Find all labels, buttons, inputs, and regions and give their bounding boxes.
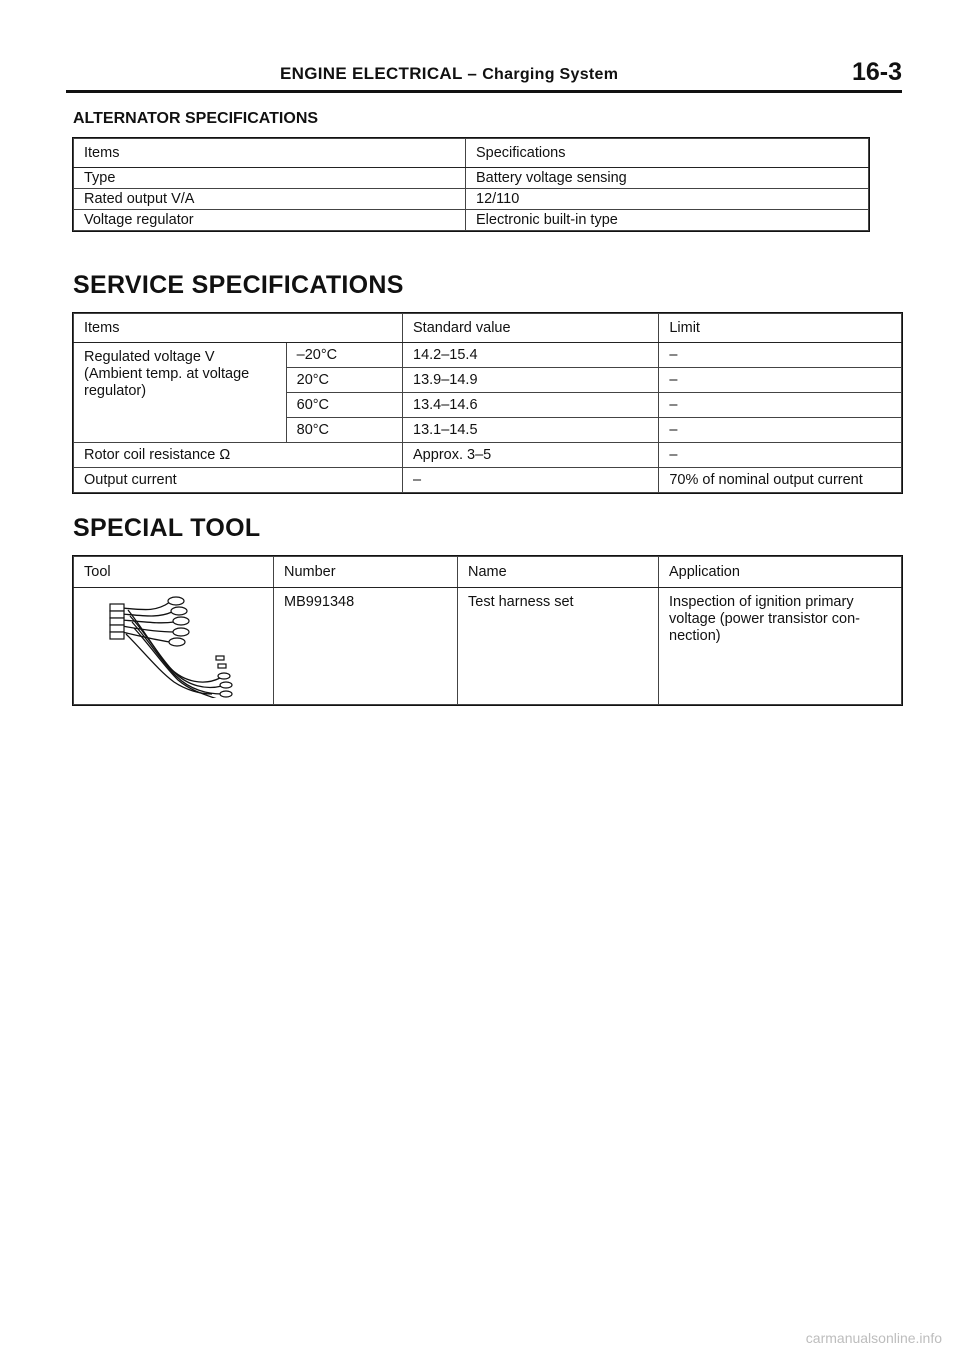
table-header-row [74,314,902,343]
table-row [74,468,902,493]
special-tool-heading: SPECIAL TOOL [73,514,261,542]
watermark-footer: carmanualsonline.info [805,1330,942,1346]
header-cell-name: Name [458,557,659,588]
special-tool-table [73,556,902,705]
limit-cell: – [659,443,902,468]
standard-value-cell: 13.4–14.6 [403,393,659,418]
item-cell: Type [74,168,466,189]
header-cell-items: Items [74,314,403,343]
tool-image-cell [74,588,274,705]
test-harness-icon [104,590,244,698]
standard-value-cell: 13.9–14.9 [403,368,659,393]
table-row [74,168,869,189]
table-header-row [74,557,902,588]
tool-application-cell: Inspection of ignition primary voltage (power transistor con- nection) [659,588,902,705]
limit-cell: – [659,418,902,443]
tool-name-cell: Test harness set [458,588,659,705]
header-cell-standard-value: Standard value [403,314,659,343]
header-cell-items: Items [74,139,466,168]
spec-cell: 12/110 [466,189,869,210]
spec-cell: Battery voltage sensing [466,168,869,189]
limit-cell: 70% of nominal output current [659,468,902,493]
title-dash: – [467,64,478,83]
page-header [66,58,902,93]
table-row [74,189,869,210]
page-title [280,64,618,84]
service-specs-heading: SERVICE SPECIFICATIONS [73,271,404,299]
standard-value-cell: Approx. 3–5 [403,443,659,468]
section-title: ENGINE ELECTRICAL [280,64,463,83]
table-row [74,588,902,705]
item-cell: Output current [74,468,403,493]
header-cell-application: Application [659,557,902,588]
regulated-voltage-label: Regulated voltage V (Ambient temp. at voltage regulator) [74,343,287,443]
table-row [74,210,869,231]
item-cell: Voltage regulator [74,210,466,231]
limit-cell: – [659,368,902,393]
standard-value-cell: – [403,468,659,493]
table-row [74,443,902,468]
header-cell-specifications: Specifications [466,139,869,168]
service-specs-table [73,313,902,493]
temperature-cell: 80°C [286,418,402,443]
table-header-row [74,139,869,168]
header-cell-tool: Tool [74,557,274,588]
limit-cell: – [659,343,902,368]
temperature-cell: –20°C [286,343,402,368]
section-subtitle: Charging System [482,66,619,83]
limit-cell: – [659,393,902,418]
standard-value-cell: 13.1–14.5 [403,418,659,443]
header-cell-limit: Limit [659,314,902,343]
item-cell: Rotor coil resistance Ω [74,443,403,468]
spec-cell: Electronic built-in type [466,210,869,231]
temperature-cell: 20°C [286,368,402,393]
item-cell: Rated output V/A [74,189,466,210]
table-row [74,343,902,368]
page-number: 16-3 [851,58,902,86]
standard-value-cell: 14.2–15.4 [403,343,659,368]
temperature-cell: 60°C [286,393,402,418]
tool-number-cell: MB991348 [274,588,458,705]
header-cell-number: Number [274,557,458,588]
alternator-specs-table [73,138,869,231]
alternator-specs-heading: ALTERNATOR SPECIFICATIONS [73,110,319,127]
